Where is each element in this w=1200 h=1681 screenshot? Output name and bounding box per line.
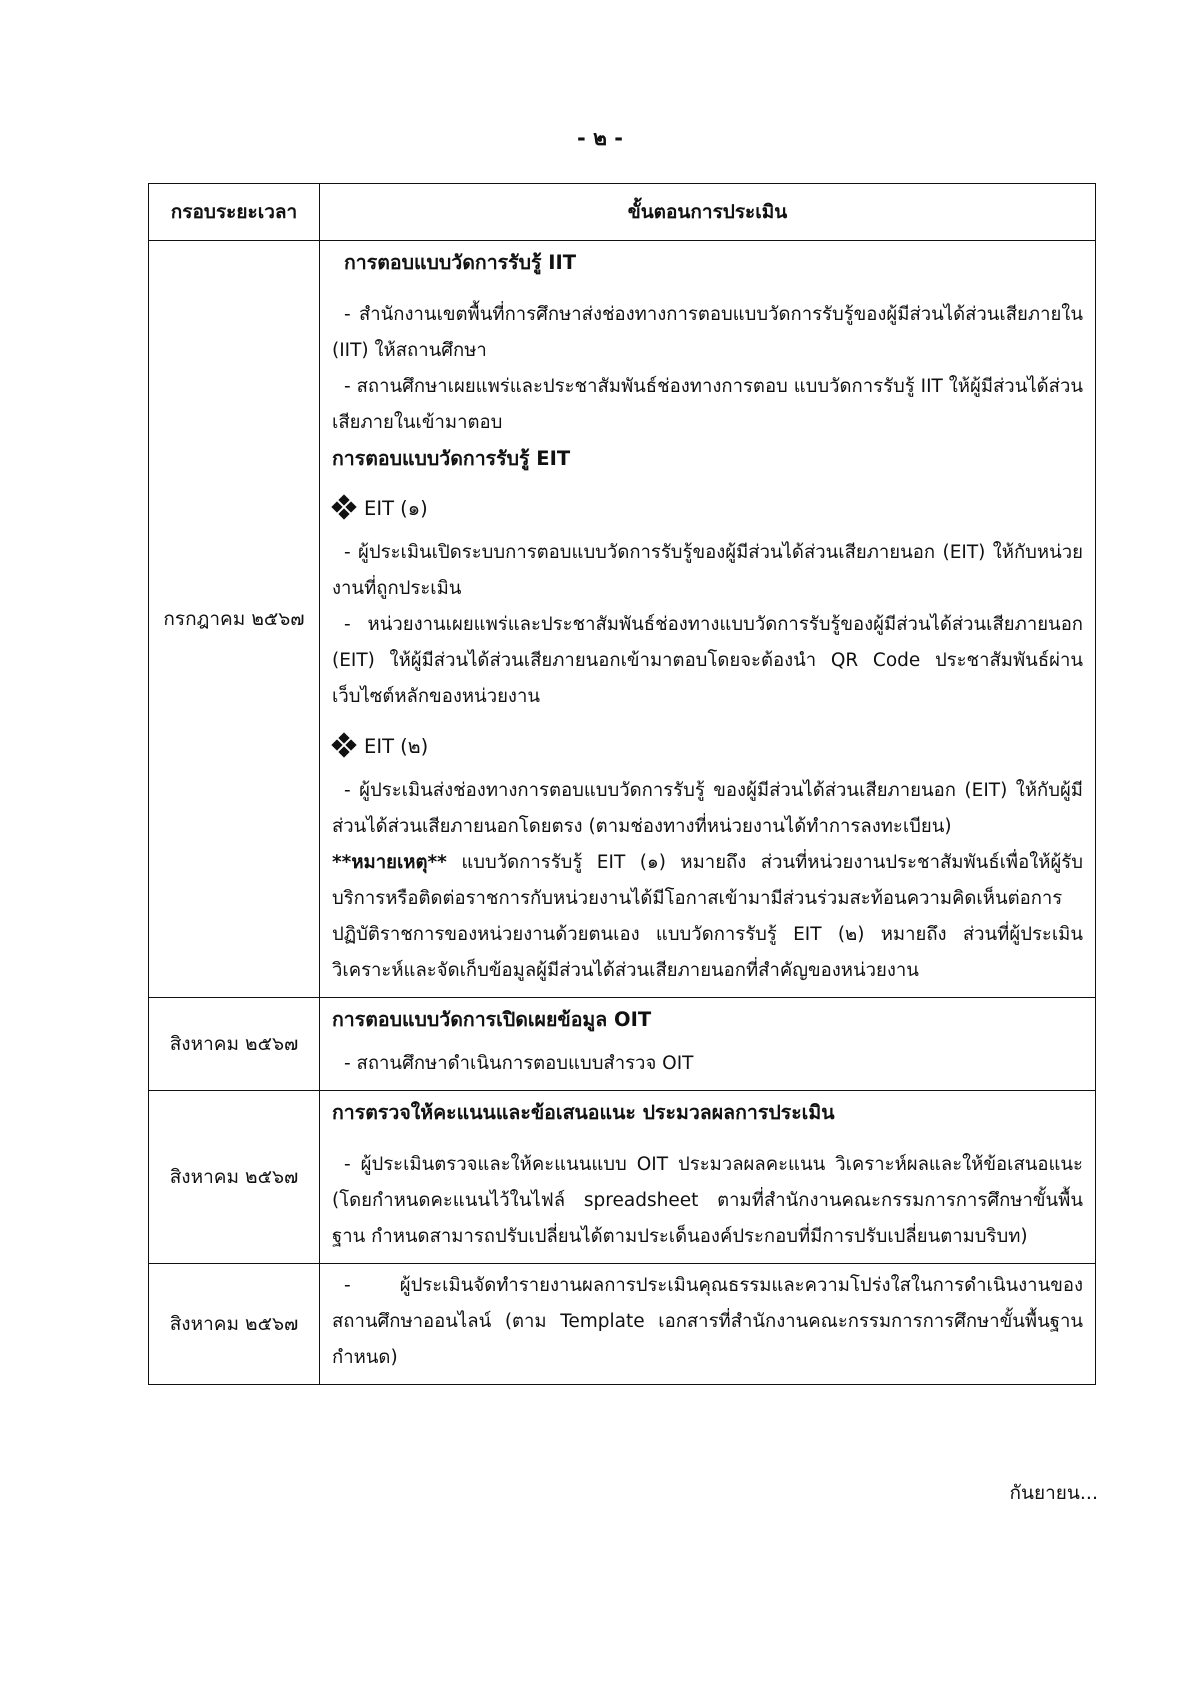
row-time-july: กรกฎาคม ๒๕๖๗ [149, 241, 320, 998]
row-steps-iit-eit [320, 241, 1096, 998]
diamond-bullet-icon [332, 733, 356, 757]
iit-step-1: - สำนักงานเขตพื้นที่การศึกษาส่งช่องทางการตอบแบบวัดการรับรู้ของผู้มีส่วนได้ส่วนเสียภายใน (IIT) ให้สถานศึกษา [332, 304, 1083, 361]
table-row [149, 1091, 1096, 1264]
eit-heading: การตอบแบบวัดการรับรู้ EIT [332, 447, 571, 470]
row-steps-scoring [320, 1091, 1096, 1264]
row-time-august-oit: สิงหาคม ๒๕๖๗ [149, 998, 320, 1091]
eit2-label: EIT (๒) [364, 735, 429, 758]
scoring-heading: การตรวจให้คะแนนและข้อเสนอแนะ ประมวลผลการประเมิน [332, 1101, 835, 1124]
note-label: **หมายเหตุ** [332, 852, 447, 873]
diamond-bullet-icon [332, 495, 356, 519]
row-steps-report [320, 1264, 1096, 1385]
iit-heading: การตอบแบบวัดการรับรู้ IIT [344, 251, 577, 274]
report-step-1: - ผู้ประเมินจัดทำรายงานผลการประเมินคุณธรรมและความโปร่งใสในการดำเนินงานของสถานศึกษาออนไลน์ (ตาม Template เอกสารที่สำนักงานคณะกรรมการการศึกษาขั้นพื้นฐานกำหนด) [332, 1275, 1083, 1368]
header-time-frame: กรอบระยะเวลา [149, 184, 320, 241]
table-row [149, 998, 1096, 1091]
table-header-row [149, 184, 1096, 241]
scoring-step-1: - ผู้ประเมินตรวจและให้คะแนนแบบ OIT ประมวลผลคะแนน วิเคราะห์ผลและให้ข้อเสนอแนะ (โดยกำหนดคะแนนไว้ในไฟล์ spreadsheet ตามที่สำนักงานคณะกรรมการการศึกษาขั้นพื้นฐาน กำหนดสามารถปรับเปลี่ยนได้ตามประเด็นองค์ประกอบที่มีการปรับเปลี่ยนตามบริบท) [332, 1154, 1083, 1247]
eit2-step-1: - ผู้ประเมินส่งช่องทางการตอบแบบวัดการรับรู้ ของผู้มีส่วนได้ส่วนเสียภายนอก (EIT) ให้กับผู้มีส่วนได้ส่วนเสียภายนอกโดยตรง (ตามช่องทางที่หน่วยงานได้ทำการลงทะเบียน) [332, 780, 1083, 837]
note-text: แบบวัดการรับรู้ EIT (๑) หมายถึง ส่วนที่หน่วยงานประชาสัมพันธ์เพื่อให้ผู้รับบริการหรือติดต่อราชการกับหน่วยงานได้มีโอกาสเข้ามามีส่วนร่วมสะท้อนความคิดเห็นต่อการปฏิบัติราชการของหน่วยงานด้วยตนเอง แบบวัดการรับรู้ EIT (๒) หมายถึง ส่วนที่ผู้ประเมินวิเคราะห์และจัดเก็บข้อมูลผู้มีส่วนได้ส่วนเสียภายนอกที่สำคัญของหน่วยงาน [332, 852, 1083, 981]
iit-step-2: - สถานศึกษาเผยแพร่และประชาสัมพันธ์ช่องทางการตอบ แบบวัดการรับรู้ IIT ให้ผู้มีส่วนได้ส่วนเสียภายในเข้ามาตอบ [332, 376, 1083, 433]
eit1-step-2: - หน่วยงานเผยแพร่และประชาสัมพันธ์ช่องทางแบบวัดการรับรู้ของผู้มีส่วนได้ส่วนเสียภายนอก (EIT) ให้ผู้มีส่วนได้ส่วนเสียภายนอกเข้ามาตอบโดยจะต้องนำ QR Code ประชาสัมพันธ์ผ่านเว็บไซต์หลักของหน่วยงาน [332, 614, 1083, 707]
table-row [149, 241, 1096, 998]
continuation-marker: กันยายน... [1009, 1482, 1098, 1504]
header-assessment-steps: ขั้นตอนการประเมิน [320, 184, 1096, 241]
eit1-bullet [332, 491, 1083, 527]
eit2-bullet [332, 729, 1083, 765]
row-time-august-report: สิงหาคม ๒๕๖๗ [149, 1264, 320, 1385]
page-number: - ๒ - [577, 126, 623, 150]
eit-note [332, 845, 1083, 989]
assessment-schedule-table [148, 183, 1096, 1385]
row-time-august-scoring: สิงหาคม ๒๕๖๗ [149, 1091, 320, 1264]
table-row [149, 1264, 1096, 1385]
oit-step-1: - สถานศึกษาดำเนินการตอบแบบสำรวจ OIT [344, 1053, 694, 1074]
eit1-label: EIT (๑) [364, 497, 428, 520]
oit-heading: การตอบแบบวัดการเปิดเผยข้อมูล OIT [332, 1008, 652, 1031]
row-steps-oit [320, 998, 1096, 1091]
eit1-step-1: - ผู้ประเมินเปิดระบบการตอบแบบวัดการรับรู้ของผู้มีส่วนได้ส่วนเสียภายนอก (EIT) ให้กับหน่วยงานที่ถูกประเมิน [332, 542, 1083, 599]
